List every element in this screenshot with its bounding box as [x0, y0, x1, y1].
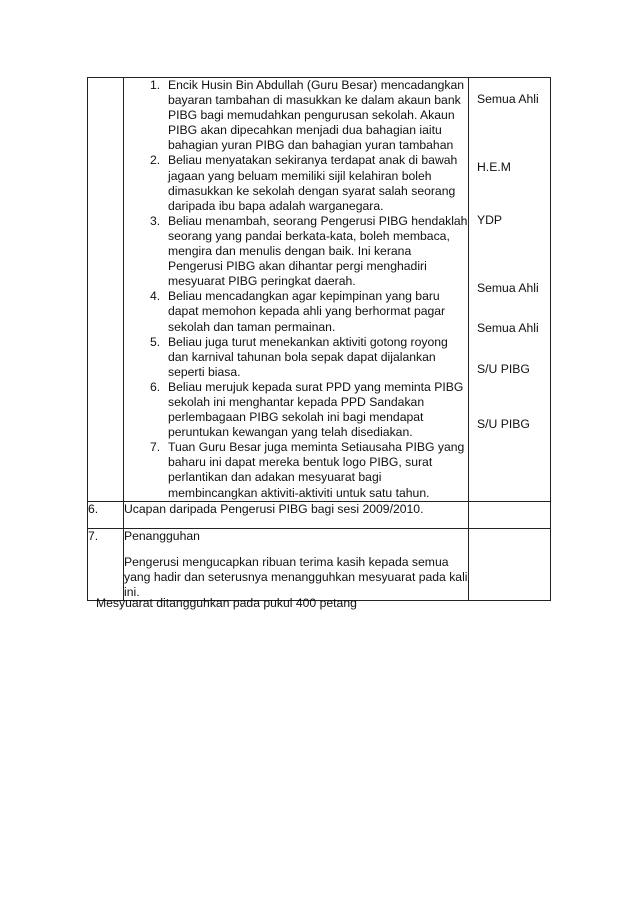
list-item-number: 7. [150, 440, 161, 455]
row-text: Ucapan daripada Pengerusi PIBG bagi sesi 2009/2010. [124, 501, 469, 528]
list-item-number: 2. [150, 153, 161, 168]
list-item [124, 335, 468, 380]
table-row [88, 78, 551, 502]
row-heading: Penangguhan [124, 528, 200, 543]
action-label: Semua Ahli [477, 92, 539, 106]
discussion-cell [124, 78, 469, 502]
row-number: 6. [88, 501, 124, 528]
action-label: Semua Ahli [477, 281, 539, 295]
list-item-number: 1. [150, 78, 161, 92]
action-label: S/U PIBG [477, 417, 530, 431]
number-cell [88, 78, 124, 502]
adjournment-cell [124, 528, 469, 600]
spacer [124, 544, 468, 555]
list-item-text: Beliau menambah, seorang Pengerusi PIBG hendaklah seorang yang pandai berkata-kata, boleh membaca, mengira dan menulis dengan baik. Ini kerana Pengerusi PIBG akan dihantar pergi menghadiri mesyuarat PIBG peringkat daerah. [168, 213, 468, 289]
row-number: 7. [88, 528, 124, 600]
row-text: Pengerusi mengucapkan ribuan terima kasih kepada semua yang hadir dan seterusnya menangguhkan mesyuarat pada kali ini. [124, 554, 468, 599]
list-item [124, 214, 468, 289]
list-item [124, 440, 468, 500]
list-item-number: 6. [150, 379, 161, 394]
list-item-text: Beliau merujuk kepada surat PPD yang meminta PIBG sekolah ini menghantar kepada PPD Sandakan perlembagaan PIBG sekolah ini bagi mendapat peruntukan kewangan yang telah disediakan. [168, 379, 464, 440]
action-cell [469, 78, 551, 502]
list-item-text: Tuan Guru Besar juga meminta Setiausaha PIBG yang baharu ini dapat mereka bentuk logo PIBG, surat perlantikan dan adakan mesyuarat bagi membincangkan aktiviti-aktiviti untuk satu tahun. [168, 440, 465, 500]
action-label: YDP [477, 213, 503, 227]
discussion-list [124, 78, 468, 501]
list-item [124, 380, 468, 440]
action-cell [469, 501, 551, 528]
list-item-number: 5. [150, 334, 161, 349]
action-cell [469, 528, 551, 600]
action-label: S/U PIBG [477, 362, 530, 376]
list-item [124, 289, 468, 334]
action-label: H.E.M [477, 160, 511, 174]
list-item-text: Beliau menyatakan sekiranya terdapat anak di bawah jagaan yang beluam memiliki sijil kelahiran boleh dimasukkan ke sekolah dengan syarat salah seorang daripada ibu bapa adalah warganegara. [168, 153, 458, 213]
closing-statement: Mesyuarat ditangguhkan pada pukul 400 petang [96, 596, 357, 610]
table-row [88, 501, 551, 528]
minutes-table [87, 77, 551, 601]
list-item-text: Beliau juga turut menekankan aktiviti gotong royong dan karnival tahunan bola sepak dapat dijalankan seperti biasa. [168, 334, 448, 379]
list-item [124, 153, 468, 213]
list-item-text: Encik Husin Bin Abdullah (Guru Besar) mencadangkan bayaran tambahan di masukkan ke dalam akaun bank PIBG bagi memudahkan pengurusan sekolah. Akaun PIBG akan dipecahkan menjadi dua bahagian iaitu bahagian yuran PIBG dan bahagian yuran tambahan [168, 78, 465, 153]
list-item [124, 78, 468, 153]
list-item-number: 3. [150, 213, 161, 228]
action-label: Semua Ahli [477, 321, 539, 335]
list-item-number: 4. [150, 289, 161, 304]
table-row [88, 528, 551, 600]
list-item-text: Beliau mencadangkan agar kepimpinan yang baru dapat memohon kepada ahli yang berhormat pagar sekolah dan taman permainan. [168, 289, 446, 334]
